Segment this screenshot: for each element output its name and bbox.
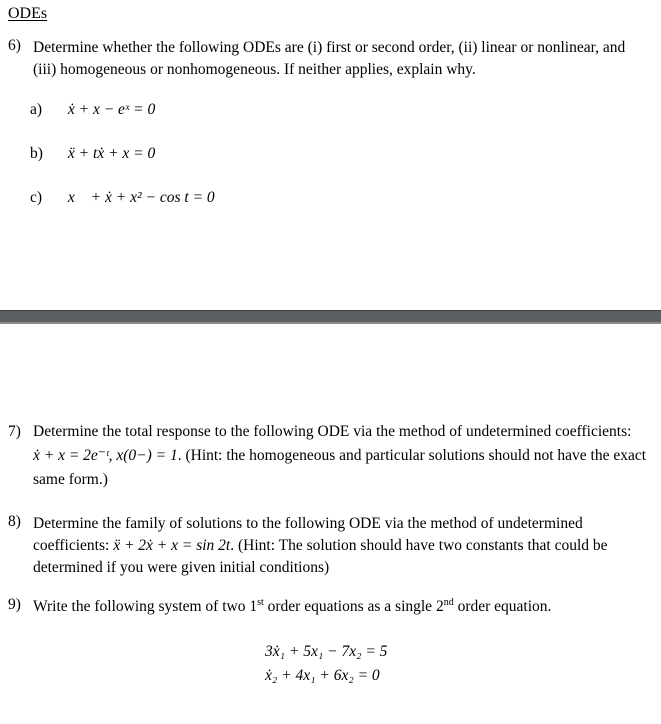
system-equation-2: ẋ₂ + 4x₁ + 6x₂ = 0 bbox=[265, 667, 380, 684]
page-divider bbox=[0, 310, 661, 324]
problem-9-text-b: order equations as a single 2 bbox=[263, 598, 444, 615]
problem-8-number: 8) bbox=[8, 513, 21, 530]
part-a-letter: a) bbox=[30, 101, 43, 118]
problem-9-sup-st: st bbox=[257, 596, 264, 608]
problem-6-text: Determine whether the following ODEs are (i) first or second order, (ii) linear or nonlinear, and (iii) homogeneous or nonhomogeneous. If neither applies, explain why. bbox=[33, 39, 626, 78]
problem-7-lead: Determine the total response to the following ODE via the method of undetermined coefficients: bbox=[33, 423, 632, 440]
problem-9-text-a: Write the following system of two 1 bbox=[33, 598, 258, 615]
problem-6-number: 6) bbox=[8, 37, 21, 54]
problem-6 bbox=[8, 37, 648, 81]
problem-6-part-c bbox=[30, 189, 215, 207]
problem-7 bbox=[8, 420, 648, 492]
problem-9-number: 9) bbox=[8, 596, 21, 613]
problem-8 bbox=[8, 513, 648, 579]
problem-8-text bbox=[33, 513, 648, 579]
problem-7-number: 7) bbox=[8, 423, 21, 440]
page-bottom bbox=[0, 324, 661, 724]
problem-8-lead: Determine the family of solutions to the following ODE via the method of undetermined coefficients: bbox=[33, 515, 583, 554]
problem-8-tail: . (Hint: The solution should have two constants that could be determined if you were given initial conditions) bbox=[33, 537, 608, 576]
problem-9 bbox=[8, 596, 648, 618]
problem-6-part-a bbox=[30, 101, 155, 119]
problem-8-equation: ẍ + 2ẋ + x = sin 2t bbox=[113, 537, 231, 554]
part-c-letter: c) bbox=[30, 189, 43, 206]
page-top bbox=[0, 0, 661, 310]
problem-7-equation: ẋ + x = 2e⁻ᵗ, x(0−) = 1 bbox=[33, 447, 178, 464]
problem-9-system bbox=[265, 640, 465, 688]
system-equation-1: 3ẋ₁ + 5x₁ − 7x₂ = 5 bbox=[265, 643, 388, 660]
problem-9-text bbox=[33, 596, 648, 618]
part-b-letter: b) bbox=[30, 145, 43, 162]
problem-7-text bbox=[33, 420, 648, 492]
problem-9-text-c: order equation. bbox=[453, 598, 552, 615]
section-heading: ODEs bbox=[8, 5, 48, 22]
part-c-equation: x⃛ + ẋ + x² − cos t = 0 bbox=[67, 189, 215, 206]
problem-6-part-b bbox=[30, 145, 155, 163]
problem-9-sup-nd: nd bbox=[443, 596, 454, 608]
part-b-equation: ẍ + tẋ + x = 0 bbox=[67, 145, 156, 162]
part-a-equation: ẋ + x − eˣ = 0 bbox=[67, 101, 156, 118]
problem-7-tail: . (Hint: the homogeneous and particular solutions should not have the exact same form.) bbox=[33, 447, 647, 488]
